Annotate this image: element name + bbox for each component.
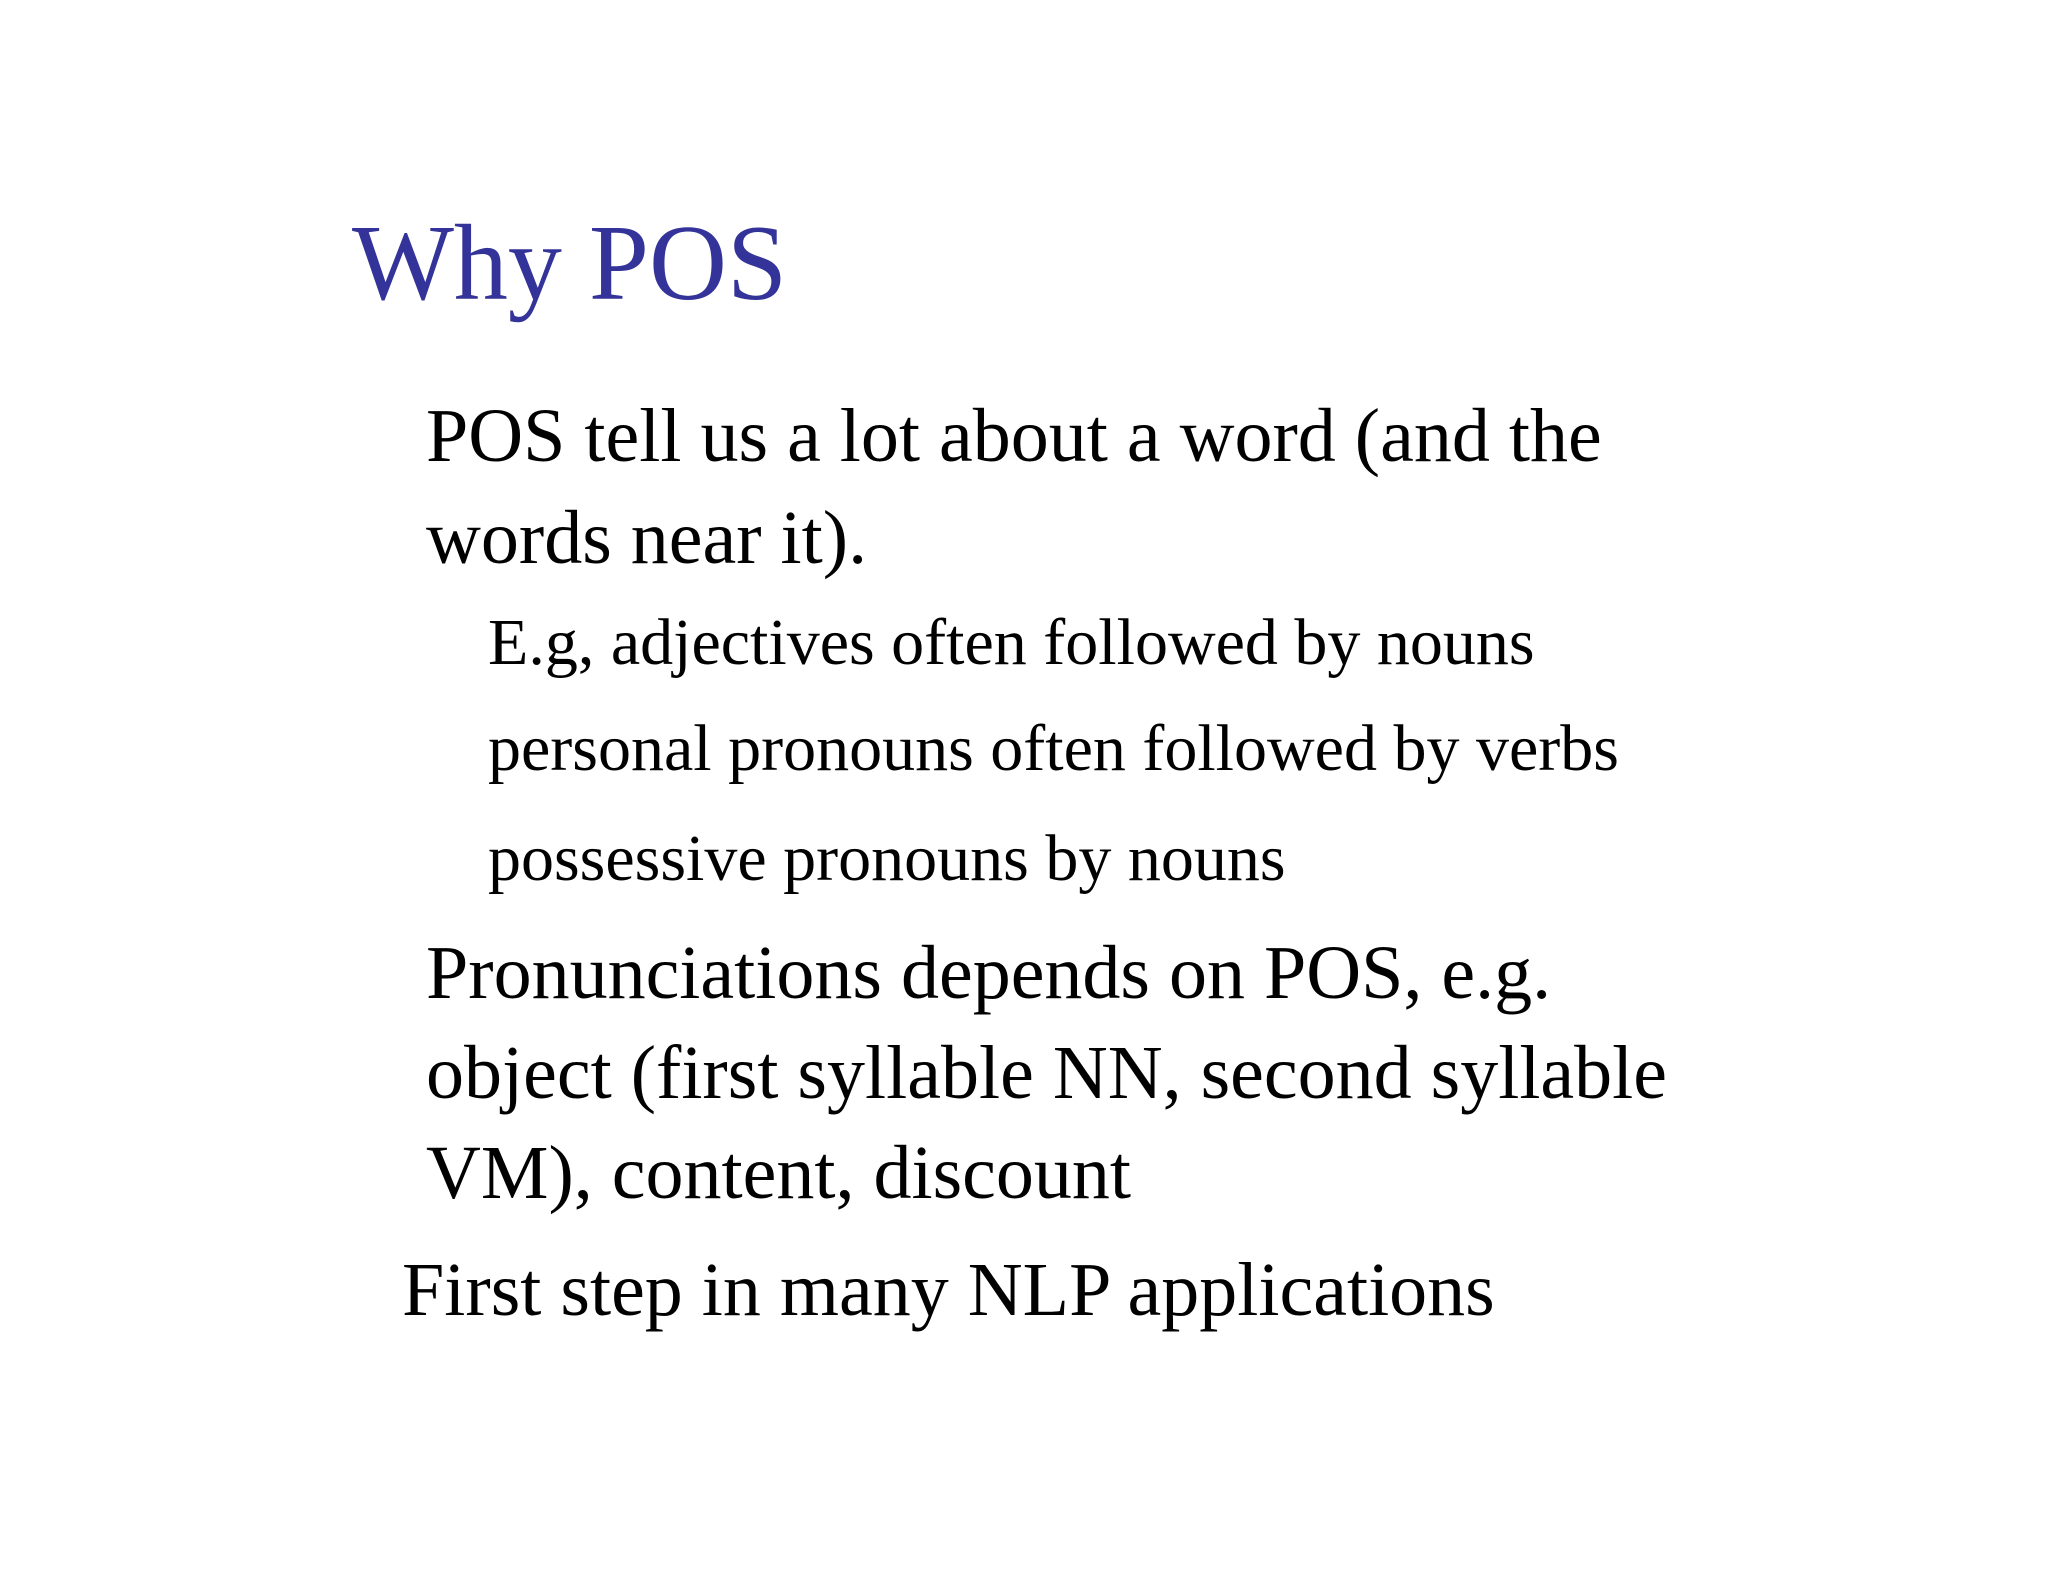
sub-line-personal-pronouns: personal pronouns often followed by verbs [488, 712, 1619, 785]
body-line-pronunciations: Pronunciations depends on POS, e.g. [426, 931, 1552, 1015]
slide-title: Why POS [352, 204, 788, 323]
body-line-words-near: words near it). [426, 496, 868, 580]
body-line-content-discount: VM), content, discount [426, 1131, 1132, 1215]
body-line-pos-tell: POS tell us a lot about a word (and the [426, 394, 1602, 478]
sub-line-possessive-pronouns: possessive pronouns by nouns [488, 822, 1286, 895]
body-line-object: object (first syllable NN, second syllable [426, 1031, 1668, 1115]
sub-line-adjectives: E.g, adjectives often followed by nouns [488, 606, 1535, 679]
body-line-first-step: First step in many NLP applications [402, 1248, 1495, 1332]
